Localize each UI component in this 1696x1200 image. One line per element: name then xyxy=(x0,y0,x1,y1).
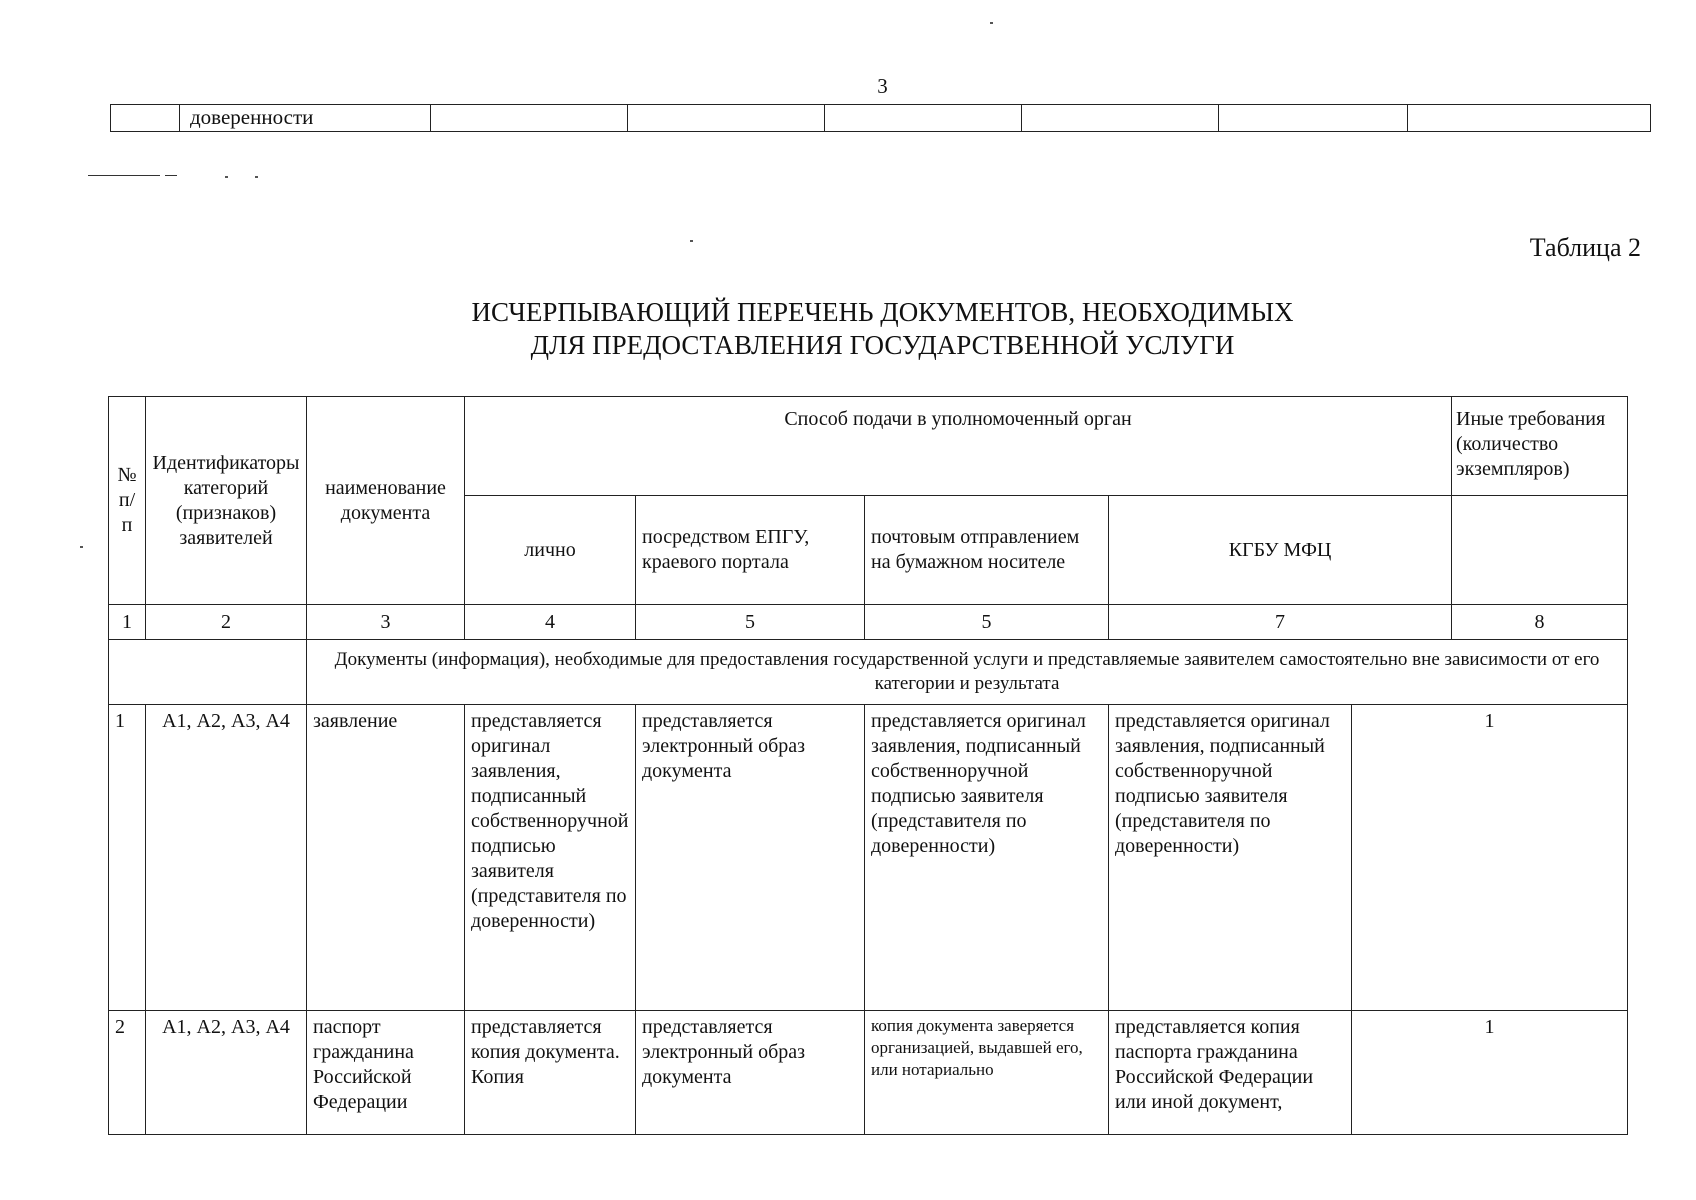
document-title xyxy=(0,296,1696,362)
documents-table xyxy=(108,396,1628,1135)
section-empty-cell xyxy=(109,640,307,705)
header-identifiers: Идентификаторы категорий (признаков) заявителей xyxy=(146,397,307,605)
table-cell xyxy=(1408,105,1651,132)
table-row xyxy=(111,105,1651,132)
header-submission-method: Способ подачи в уполномоченный орган xyxy=(465,397,1452,496)
header-postal: почтовым отправлением на бумажном носителе xyxy=(865,496,1109,605)
table-cell: доверенности xyxy=(180,105,431,132)
separator-dash xyxy=(165,175,177,176)
row-other: 1 xyxy=(1352,705,1628,1011)
column-numbers-row xyxy=(109,605,1628,640)
row-epgu: представляется электронный образ документа xyxy=(636,1011,865,1135)
table-cell xyxy=(628,105,825,132)
header-epgu: посредством ЕПГУ, краевого портала xyxy=(636,496,865,605)
scan-speck xyxy=(80,546,83,548)
previous-table-fragment xyxy=(110,104,1651,132)
row-document-name: заявление xyxy=(307,705,465,1011)
section-row xyxy=(109,640,1628,705)
scan-speck xyxy=(990,22,993,24)
row-personally: представляется копия документа. Копия xyxy=(465,1011,636,1135)
page-number: 3 xyxy=(877,74,888,98)
column-number: 8 xyxy=(1452,605,1628,640)
table-cell xyxy=(1219,105,1408,132)
column-number: 2 xyxy=(146,605,307,640)
table-cell xyxy=(111,105,180,132)
row-postal: копия документа заверяется организацией, выдавшей его, или нотариально xyxy=(865,1011,1109,1135)
separator-line xyxy=(88,175,160,176)
header-row-1 xyxy=(109,397,1628,496)
row-document-name: паспорт гражданина Российской Федерации xyxy=(307,1011,465,1135)
row-mfc: представляется оригинал заявления, подписанный собственноручной подписью заявителя (представителя по доверенности) xyxy=(1109,705,1352,1011)
row-num: 1 xyxy=(109,705,146,1011)
scan-speck xyxy=(690,240,693,242)
table-row xyxy=(109,1011,1628,1135)
row-num: 2 xyxy=(109,1011,146,1135)
row-epgu: представляется электронный образ документа xyxy=(636,705,865,1011)
title-line-2: ДЛЯ ПРЕДОСТАВЛЕНИЯ ГОСУДАРСТВЕННОЙ УСЛУГИ xyxy=(530,330,1235,360)
header-document-name: наименование документа xyxy=(307,397,465,605)
header-mfc: КГБУ МФЦ xyxy=(1109,496,1452,605)
table-cell xyxy=(1022,105,1219,132)
column-number: 4 xyxy=(465,605,636,640)
header-personally: лично xyxy=(465,496,636,605)
column-number: 5 xyxy=(636,605,865,640)
column-number: 5 xyxy=(865,605,1109,640)
row-identifiers: А1, А2, А3, А4 xyxy=(146,1011,307,1135)
scan-speck xyxy=(255,176,258,178)
scan-speck xyxy=(225,176,228,178)
column-number: 3 xyxy=(307,605,465,640)
row-identifiers: А1, А2, А3, А4 xyxy=(146,705,307,1011)
section-title: Документы (информация), необходимые для предоставления государственной услуги и представляемые заявителем самостоятельно вне зависимости от его категории и результата xyxy=(307,640,1628,705)
table-label: Таблица 2 xyxy=(1529,233,1641,262)
column-number: 7 xyxy=(1109,605,1452,640)
row-personally: представляется оригинал заявления, подписанный собственноручной подписью заявителя (представителя по доверенности) xyxy=(465,705,636,1011)
row-postal: представляется оригинал заявления, подписанный собственноручной подписью заявителя (представителя по доверенности) xyxy=(865,705,1109,1011)
header-empty xyxy=(1452,496,1628,605)
table-cell xyxy=(431,105,628,132)
header-num: № п/п xyxy=(109,397,146,605)
row-other: 1 xyxy=(1352,1011,1628,1135)
table-cell xyxy=(825,105,1022,132)
table-row xyxy=(109,705,1628,1011)
column-number: 1 xyxy=(109,605,146,640)
header-other-requirements: Иные требования (количество экземпляров) xyxy=(1452,397,1628,496)
row-mfc: представляется копия паспорта гражданина Российской Федерации или иной документ, xyxy=(1109,1011,1352,1135)
title-line-1: ИСЧЕРПЫВАЮЩИЙ ПЕРЕЧЕНЬ ДОКУМЕНТОВ, НЕОБХОДИМЫХ xyxy=(471,297,1294,327)
